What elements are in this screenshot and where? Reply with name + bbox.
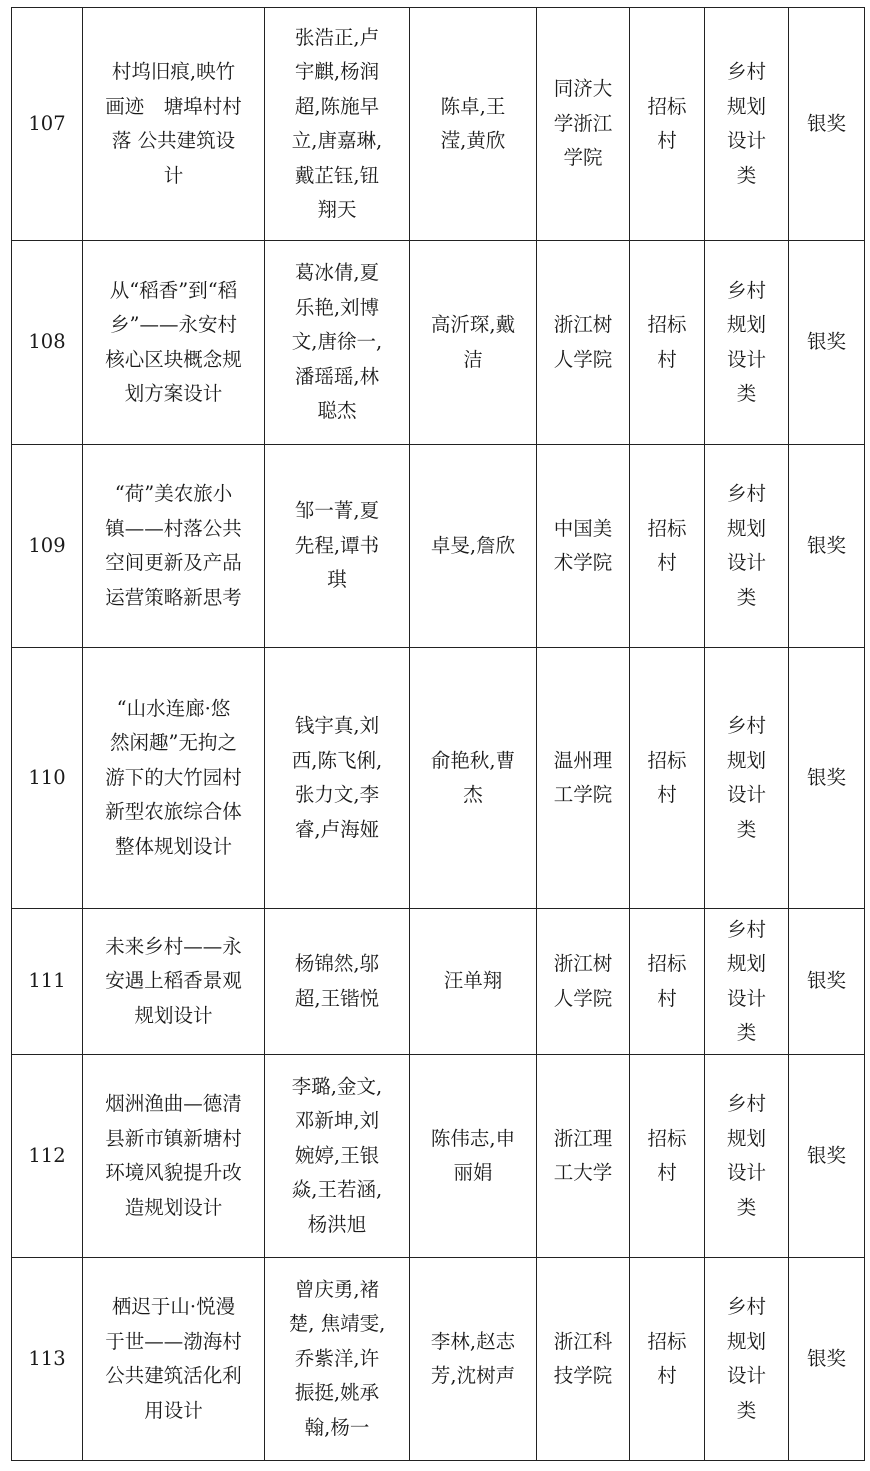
school-cell: 浙江树 人学院	[537, 241, 630, 445]
table-row	[12, 8, 865, 241]
village-type-cell: 招标 村	[630, 8, 705, 241]
village-type-cell: 招标 村	[630, 241, 705, 445]
entry-number-cell: 109	[12, 445, 83, 648]
village-type-cell: 招标 村	[630, 648, 705, 909]
project-title-cell: “山水连廊·悠 然闲趣”无拘之 游下的大竹园村 新型农旅综合体 整体规划设计	[83, 648, 265, 909]
award-cell: 银奖	[789, 241, 865, 445]
advisor-cell: 陈伟志,申 丽娟	[410, 1055, 537, 1258]
table-row	[12, 1258, 865, 1461]
award-cell: 银奖	[789, 8, 865, 241]
project-title-cell: 栖迟于山·悦漫 于世——渤海村 公共建筑活化利 用设计	[83, 1258, 265, 1461]
village-type-cell: 招标 村	[630, 1055, 705, 1258]
award-cell: 银奖	[789, 648, 865, 909]
entry-number-cell: 112	[12, 1055, 83, 1258]
category-cell: 乡村 规划 设计 类	[705, 445, 789, 648]
advisor-cell: 俞艳秋,曹 杰	[410, 648, 537, 909]
awards-table	[11, 7, 865, 1461]
category-cell: 乡村 规划 设计 类	[705, 241, 789, 445]
award-cell: 银奖	[789, 1258, 865, 1461]
table-row	[12, 648, 865, 909]
team-members-cell: 葛冰倩,夏 乐艳,刘博 文,唐徐一, 潘瑶瑶,林 聪杰	[265, 241, 410, 445]
table-row	[12, 241, 865, 445]
award-cell: 银奖	[789, 1055, 865, 1258]
project-title-cell: 烟洲渔曲—德清 县新市镇新塘村 环境风貌提升改 造规划设计	[83, 1055, 265, 1258]
team-members-cell: 李璐,金文, 邓新坤,刘 婉婷,王银 焱,王若涵, 杨洪旭	[265, 1055, 410, 1258]
table-row	[12, 445, 865, 648]
project-title-cell: 从“稻香”到“稻 乡”——永安村 核心区块概念规 划方案设计	[83, 241, 265, 445]
entry-number-cell: 111	[12, 909, 83, 1055]
village-type-cell: 招标 村	[630, 909, 705, 1055]
school-cell: 浙江树 人学院	[537, 909, 630, 1055]
table-row	[12, 909, 865, 1055]
project-title-cell: 未来乡村——永 安遇上稻香景观 规划设计	[83, 909, 265, 1055]
school-cell: 同济大 学浙江 学院	[537, 8, 630, 241]
award-cell: 银奖	[789, 445, 865, 648]
school-cell: 温州理 工学院	[537, 648, 630, 909]
entry-number-cell: 108	[12, 241, 83, 445]
category-cell: 乡村 规划 设计 类	[705, 1055, 789, 1258]
team-members-cell: 邹一菁,夏 先程,谭书 琪	[265, 445, 410, 648]
advisor-cell: 陈卓,王 滢,黄欣	[410, 8, 537, 241]
advisor-cell: 汪单翔	[410, 909, 537, 1055]
team-members-cell: 张浩正,卢 宇麒,杨润 超,陈施早 立,唐嘉琳, 戴芷钰,钮 翔天	[265, 8, 410, 241]
advisor-cell: 李林,赵志 芳,沈树声	[410, 1258, 537, 1461]
category-cell: 乡村 规划 设计 类	[705, 1258, 789, 1461]
school-cell: 中国美 术学院	[537, 445, 630, 648]
team-members-cell: 杨锦然,邬 超,王锴悦	[265, 909, 410, 1055]
advisor-cell: 卓旻,詹欣	[410, 445, 537, 648]
category-cell: 乡村 规划 设计 类	[705, 648, 789, 909]
table-row	[12, 1055, 865, 1258]
category-cell: 乡村 规划 设计 类	[705, 8, 789, 241]
school-cell: 浙江理 工大学	[537, 1055, 630, 1258]
project-title-cell: 村坞旧痕,映竹 画迹 塘埠村村 落 公共建筑设 计	[83, 8, 265, 241]
project-title-cell: “荷”美农旅小 镇——村落公共 空间更新及产品 运营策略新思考	[83, 445, 265, 648]
school-cell: 浙江科 技学院	[537, 1258, 630, 1461]
entry-number-cell: 113	[12, 1258, 83, 1461]
entry-number-cell: 107	[12, 8, 83, 241]
advisor-cell: 高沂琛,戴 洁	[410, 241, 537, 445]
award-cell: 银奖	[789, 909, 865, 1055]
entry-number-cell: 110	[12, 648, 83, 909]
village-type-cell: 招标 村	[630, 1258, 705, 1461]
category-cell: 乡村 规划 设计 类	[705, 909, 789, 1055]
team-members-cell: 钱宇真,刘 西,陈飞俐, 张力文,李 睿,卢海娅	[265, 648, 410, 909]
village-type-cell: 招标 村	[630, 445, 705, 648]
team-members-cell: 曾庆勇,褚 楚, 焦靖雯, 乔紫洋,许 振挺,姚承 翰,杨一	[265, 1258, 410, 1461]
